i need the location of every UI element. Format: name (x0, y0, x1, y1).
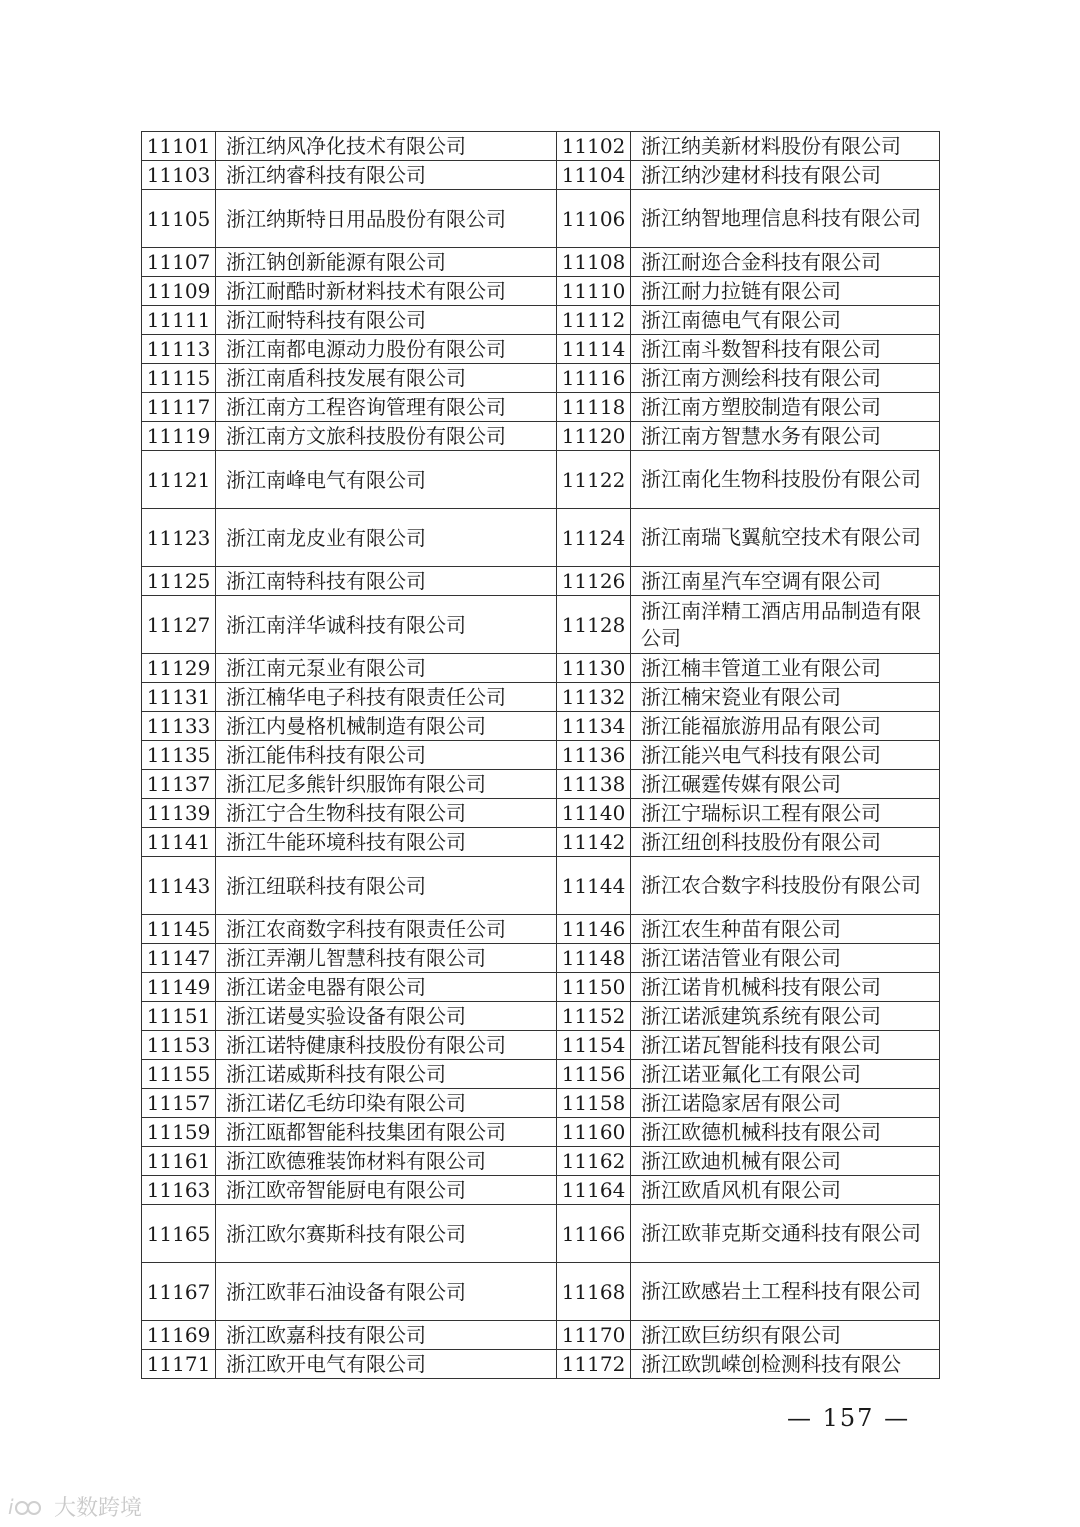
serial-number-cell: 11155 (142, 1060, 216, 1089)
company-name-cell: 浙江南方智慧水务有限公司 (631, 422, 940, 451)
table-row (142, 1147, 940, 1176)
table-row (142, 132, 940, 161)
company-name-cell: 浙江欧德雅装饰材料有限公司 (216, 1147, 557, 1176)
watermark-text: 大数跨境 (54, 1496, 143, 1521)
serial-number-cell: 11170 (557, 1321, 631, 1350)
serial-number-cell: 11111 (142, 306, 216, 335)
serial-number-cell: 11172 (557, 1350, 631, 1379)
serial-number-cell: 11160 (557, 1118, 631, 1147)
company-name-cell: 浙江宁瑞标识工程有限公司 (631, 799, 940, 828)
serial-number-cell: 11157 (142, 1089, 216, 1118)
table-row (142, 683, 940, 712)
company-table-container (141, 131, 939, 1379)
serial-number-cell: 11106 (557, 190, 631, 248)
company-name-cell: 浙江欧凯嵘创检测科技有限公 (631, 1350, 940, 1379)
company-name-cell: 浙江诺肯机械科技有限公司 (631, 973, 940, 1002)
serial-number-cell: 11168 (557, 1263, 631, 1321)
serial-number-cell: 11158 (557, 1089, 631, 1118)
company-name-cell: 浙江南方塑胶制造有限公司 (631, 393, 940, 422)
serial-number-cell: 11132 (557, 683, 631, 712)
serial-number-cell: 11102 (557, 132, 631, 161)
company-name-cell: 浙江南洋精工酒店用品制造有限公司 (631, 596, 940, 654)
table-row (142, 712, 940, 741)
company-name-cell: 浙江南瑞飞翼航空技术有限公司 (631, 509, 940, 567)
company-name-cell: 浙江农生种苗有限公司 (631, 915, 940, 944)
company-name-cell: 浙江欧菲石油设备有限公司 (216, 1263, 557, 1321)
serial-number-cell: 11128 (557, 596, 631, 654)
serial-number-cell: 11138 (557, 770, 631, 799)
serial-number-cell: 11147 (142, 944, 216, 973)
serial-number-cell: 11125 (142, 567, 216, 596)
company-name-cell: 浙江能伟科技有限公司 (216, 741, 557, 770)
serial-number-cell: 11161 (142, 1147, 216, 1176)
company-name-cell: 浙江欧菲克斯交通科技有限公司 (631, 1205, 940, 1263)
table-row (142, 567, 940, 596)
company-name-cell: 浙江纳斯特日用品股份有限公司 (216, 190, 557, 248)
serial-number-cell: 11164 (557, 1176, 631, 1205)
company-name-cell: 浙江宁合生物科技有限公司 (216, 799, 557, 828)
company-name-cell: 浙江钠创新能源有限公司 (216, 248, 557, 277)
company-name-cell: 浙江欧尔赛斯科技有限公司 (216, 1205, 557, 1263)
company-name-cell: 浙江南洋华诚科技有限公司 (216, 596, 557, 654)
table-row (142, 799, 940, 828)
table-row (142, 770, 940, 799)
company-name-cell: 浙江诺亿毛纺印染有限公司 (216, 1089, 557, 1118)
company-name-cell: 浙江能福旅游用品有限公司 (631, 712, 940, 741)
serial-number-cell: 11136 (557, 741, 631, 770)
page-number: — 157 — (787, 1404, 911, 1432)
serial-number-cell: 11167 (142, 1263, 216, 1321)
company-table-body (142, 132, 940, 1379)
serial-number-cell: 11114 (557, 335, 631, 364)
serial-number-cell: 11149 (142, 973, 216, 1002)
serial-number-cell: 11121 (142, 451, 216, 509)
company-name-cell: 浙江纳睿科技有限公司 (216, 161, 557, 190)
serial-number-cell: 11143 (142, 857, 216, 915)
company-name-cell: 浙江诺派建筑系统有限公司 (631, 1002, 940, 1031)
serial-number-cell: 11142 (557, 828, 631, 857)
serial-number-cell: 11144 (557, 857, 631, 915)
serial-number-cell: 11153 (142, 1031, 216, 1060)
table-row (142, 161, 940, 190)
company-name-cell: 浙江欧盾风机有限公司 (631, 1176, 940, 1205)
company-name-cell: 浙江弄潮儿智慧科技有限公司 (216, 944, 557, 973)
serial-number-cell: 11145 (142, 915, 216, 944)
company-name-cell: 浙江楠华电子科技有限责任公司 (216, 683, 557, 712)
table-row (142, 1350, 940, 1379)
serial-number-cell: 11130 (557, 654, 631, 683)
company-name-cell: 浙江南化生物科技股份有限公司 (631, 451, 940, 509)
serial-number-cell: 11116 (557, 364, 631, 393)
company-name-cell: 浙江南盾科技发展有限公司 (216, 364, 557, 393)
table-row (142, 596, 940, 654)
serial-number-cell: 11137 (142, 770, 216, 799)
serial-number-cell: 11123 (142, 509, 216, 567)
table-row (142, 828, 940, 857)
serial-number-cell: 11146 (557, 915, 631, 944)
company-name-cell: 浙江欧嘉科技有限公司 (216, 1321, 557, 1350)
table-row (142, 248, 940, 277)
table-row (142, 509, 940, 567)
serial-number-cell: 11150 (557, 973, 631, 1002)
company-name-cell: 浙江楠丰管道工业有限公司 (631, 654, 940, 683)
table-row (142, 973, 940, 1002)
serial-number-cell: 11118 (557, 393, 631, 422)
watermark-logo-icon (8, 1494, 48, 1520)
company-name-cell: 浙江欧帝智能厨电有限公司 (216, 1176, 557, 1205)
company-name-cell: 浙江诺金电器有限公司 (216, 973, 557, 1002)
serial-number-cell: 11163 (142, 1176, 216, 1205)
serial-number-cell: 11171 (142, 1350, 216, 1379)
serial-number-cell: 11133 (142, 712, 216, 741)
company-name-cell: 浙江南方工程咨询管理有限公司 (216, 393, 557, 422)
company-name-cell: 浙江欧感岩土工程科技有限公司 (631, 1263, 940, 1321)
table-row (142, 393, 940, 422)
company-name-cell: 浙江农合数字科技股份有限公司 (631, 857, 940, 915)
company-name-cell: 浙江内曼格机械制造有限公司 (216, 712, 557, 741)
serial-number-cell: 11112 (557, 306, 631, 335)
company-name-cell: 浙江纽创科技股份有限公司 (631, 828, 940, 857)
serial-number-cell: 11117 (142, 393, 216, 422)
company-name-cell: 浙江南都电源动力股份有限公司 (216, 335, 557, 364)
serial-number-cell: 11126 (557, 567, 631, 596)
serial-number-cell: 11115 (142, 364, 216, 393)
table-row (142, 1263, 940, 1321)
serial-number-cell: 11108 (557, 248, 631, 277)
watermark (8, 1491, 142, 1522)
serial-number-cell: 11119 (142, 422, 216, 451)
company-table (141, 131, 940, 1379)
company-name-cell: 浙江南方测绘科技有限公司 (631, 364, 940, 393)
serial-number-cell: 11127 (142, 596, 216, 654)
company-name-cell: 浙江耐酷时新材料技术有限公司 (216, 277, 557, 306)
table-row (142, 306, 940, 335)
serial-number-cell: 11169 (142, 1321, 216, 1350)
serial-number-cell: 11139 (142, 799, 216, 828)
serial-number-cell: 11113 (142, 335, 216, 364)
company-name-cell: 浙江南德电气有限公司 (631, 306, 940, 335)
company-name-cell: 浙江纳沙建材科技有限公司 (631, 161, 940, 190)
table-row (142, 1002, 940, 1031)
serial-number-cell: 11159 (142, 1118, 216, 1147)
table-row (142, 1089, 940, 1118)
table-row (142, 1205, 940, 1263)
company-name-cell: 浙江欧迪机械有限公司 (631, 1147, 940, 1176)
company-name-cell: 浙江楠宋瓷业有限公司 (631, 683, 940, 712)
serial-number-cell: 11129 (142, 654, 216, 683)
svg-text:i: i (8, 1494, 14, 1519)
company-name-cell: 浙江南峰电气有限公司 (216, 451, 557, 509)
serial-number-cell: 11140 (557, 799, 631, 828)
serial-number-cell: 11120 (557, 422, 631, 451)
company-name-cell: 浙江南元泵业有限公司 (216, 654, 557, 683)
serial-number-cell: 11162 (557, 1147, 631, 1176)
company-name-cell: 浙江南方文旅科技股份有限公司 (216, 422, 557, 451)
company-name-cell: 浙江耐力拉链有限公司 (631, 277, 940, 306)
table-row (142, 451, 940, 509)
table-row (142, 857, 940, 915)
company-name-cell: 浙江南星汽车空调有限公司 (631, 567, 940, 596)
serial-number-cell: 11131 (142, 683, 216, 712)
company-name-cell: 浙江诺亚氟化工有限公司 (631, 1060, 940, 1089)
company-name-cell: 浙江尼多熊针织服饰有限公司 (216, 770, 557, 799)
company-name-cell: 浙江农商数字科技有限责任公司 (216, 915, 557, 944)
table-row (142, 1118, 940, 1147)
company-name-cell: 浙江南特科技有限公司 (216, 567, 557, 596)
table-row (142, 915, 940, 944)
table-row (142, 1321, 940, 1350)
company-name-cell: 浙江诺威斯科技有限公司 (216, 1060, 557, 1089)
company-name-cell: 浙江诺曼实验设备有限公司 (216, 1002, 557, 1031)
company-name-cell: 浙江纳美新材料股份有限公司 (631, 132, 940, 161)
serial-number-cell: 11104 (557, 161, 631, 190)
table-row (142, 944, 940, 973)
serial-number-cell: 11103 (142, 161, 216, 190)
company-name-cell: 浙江欧开电气有限公司 (216, 1350, 557, 1379)
company-name-cell: 浙江欧德机械科技有限公司 (631, 1118, 940, 1147)
company-name-cell: 浙江瓯都智能科技集团有限公司 (216, 1118, 557, 1147)
table-row (142, 741, 940, 770)
serial-number-cell: 11107 (142, 248, 216, 277)
table-row (142, 654, 940, 683)
table-row (142, 1060, 940, 1089)
company-name-cell: 浙江诺特健康科技股份有限公司 (216, 1031, 557, 1060)
serial-number-cell: 11152 (557, 1002, 631, 1031)
serial-number-cell: 11151 (142, 1002, 216, 1031)
serial-number-cell: 11134 (557, 712, 631, 741)
company-name-cell: 浙江耐特科技有限公司 (216, 306, 557, 335)
table-row (142, 335, 940, 364)
company-name-cell: 浙江欧巨纺织有限公司 (631, 1321, 940, 1350)
table-row (142, 190, 940, 248)
serial-number-cell: 11109 (142, 277, 216, 306)
company-name-cell: 浙江诺瓦智能科技有限公司 (631, 1031, 940, 1060)
company-name-cell: 浙江纳风净化技术有限公司 (216, 132, 557, 161)
serial-number-cell: 11166 (557, 1205, 631, 1263)
serial-number-cell: 11154 (557, 1031, 631, 1060)
serial-number-cell: 11124 (557, 509, 631, 567)
company-name-cell: 浙江诺隐家居有限公司 (631, 1089, 940, 1118)
company-name-cell: 浙江诺洁管业有限公司 (631, 944, 940, 973)
table-row (142, 364, 940, 393)
table-row (142, 1031, 940, 1060)
serial-number-cell: 11148 (557, 944, 631, 973)
serial-number-cell: 11135 (142, 741, 216, 770)
company-name-cell: 浙江纽联科技有限公司 (216, 857, 557, 915)
serial-number-cell: 11156 (557, 1060, 631, 1089)
table-row (142, 422, 940, 451)
company-name-cell: 浙江碾霆传媒有限公司 (631, 770, 940, 799)
company-name-cell: 浙江纳智地理信息科技有限公司 (631, 190, 940, 248)
serial-number-cell: 11101 (142, 132, 216, 161)
serial-number-cell: 11122 (557, 451, 631, 509)
serial-number-cell: 11105 (142, 190, 216, 248)
serial-number-cell: 11110 (557, 277, 631, 306)
table-row (142, 277, 940, 306)
table-row (142, 1176, 940, 1205)
company-name-cell: 浙江牛能环境科技有限公司 (216, 828, 557, 857)
serial-number-cell: 11165 (142, 1205, 216, 1263)
company-name-cell: 浙江耐迩合金科技有限公司 (631, 248, 940, 277)
serial-number-cell: 11141 (142, 828, 216, 857)
company-name-cell: 浙江能兴电气科技有限公司 (631, 741, 940, 770)
company-name-cell: 浙江南斗数智科技有限公司 (631, 335, 940, 364)
company-name-cell: 浙江南龙皮业有限公司 (216, 509, 557, 567)
